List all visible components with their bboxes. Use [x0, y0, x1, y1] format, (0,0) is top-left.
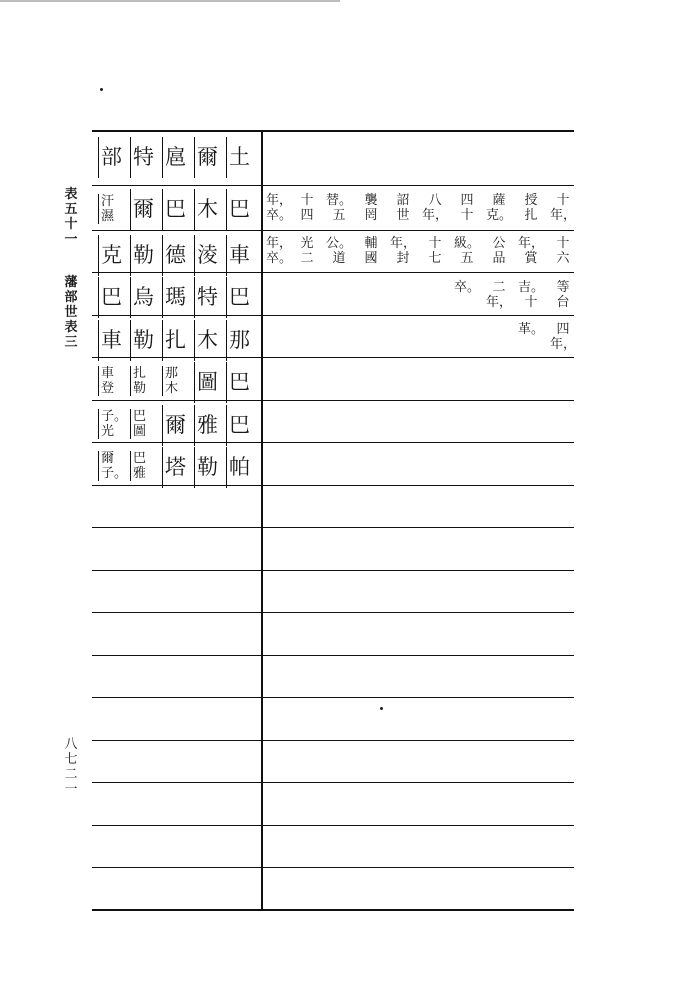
glyph: 年， [549, 208, 576, 223]
glyph: 子。 [101, 466, 128, 481]
note-column [451, 193, 483, 223]
name-cell [92, 235, 260, 276]
speck-mark [380, 707, 383, 710]
name-char: 雅 [194, 405, 218, 446]
note-column [387, 193, 419, 223]
note-column [291, 236, 323, 266]
name-cell [92, 137, 260, 178]
glyph: 年， [485, 295, 512, 310]
glyph: 襲 [364, 193, 378, 208]
speck-mark [100, 88, 103, 91]
name-char: 德 [162, 235, 186, 276]
sidebar-title [64, 187, 78, 378]
scan-edge-line [0, 0, 340, 2]
row-rule [92, 230, 574, 231]
name-char: 克 [98, 235, 122, 276]
glyph: 四 [300, 208, 314, 223]
glyph: 卒。 [265, 251, 292, 266]
glyph: 那 [165, 366, 179, 381]
glyph: 巴 [133, 409, 147, 424]
note-column [483, 236, 515, 266]
name-char: 巴 [226, 189, 250, 230]
note-column [355, 193, 387, 223]
name-char: 巴 [226, 277, 250, 318]
glyph: 車 [101, 366, 115, 381]
glyph: 世 [396, 208, 410, 223]
glyph: 濕 [101, 209, 115, 224]
row-rule [92, 867, 574, 868]
glyph: 登 [101, 381, 115, 396]
glyph: 卒。 [265, 208, 292, 223]
table-number: 表 五 十 一 [64, 187, 78, 247]
name-char: 瑪 [162, 277, 186, 318]
name-char: 部 [98, 137, 122, 178]
glyph: 十 [556, 193, 570, 208]
glyph: 公。 [325, 236, 352, 251]
glyph: 品 [492, 251, 506, 266]
row-rule [92, 527, 574, 528]
glyph: 吉。 [517, 280, 544, 295]
glyph: 卒。 [453, 280, 480, 295]
glyph: 扎 [524, 208, 538, 223]
name-char: 塔 [162, 447, 186, 488]
row-rule [92, 825, 574, 826]
glyph: 封 [396, 251, 410, 266]
name-cell [92, 277, 260, 318]
note-column [547, 280, 579, 310]
name-char: 爾 [130, 189, 154, 230]
glyph: 罔 [364, 208, 378, 223]
name-cell [92, 189, 260, 230]
name-char: 圖 [194, 362, 218, 403]
note-column [419, 193, 451, 223]
name-cell [92, 362, 260, 403]
glyph: 年， [549, 337, 576, 352]
note-column [263, 236, 295, 266]
row-rule [92, 697, 574, 698]
glyph: 年， [389, 236, 416, 251]
name-char: 巴 [226, 362, 250, 403]
note-column [323, 236, 355, 266]
glyph: 授 [524, 193, 538, 208]
glyph: 七 [428, 251, 442, 266]
name-note [98, 194, 129, 224]
glyph: 十 [524, 295, 538, 310]
name-char: 巴 [226, 405, 250, 446]
row-rule [92, 612, 574, 613]
page-number: 八 七 二 一 [64, 737, 78, 797]
glyph: 台 [556, 295, 570, 310]
note-column [547, 322, 579, 352]
glyph: 賞 [524, 251, 538, 266]
glyph: 年， [421, 208, 448, 223]
glyph: 克。 [485, 208, 512, 223]
glyph: 年， [517, 236, 544, 251]
name-char: 勒 [194, 447, 218, 488]
name-note [130, 409, 161, 439]
glyph: 八 [428, 193, 442, 208]
name-cell [92, 320, 260, 361]
row-rule [92, 782, 574, 783]
note-column [483, 193, 515, 223]
glyph: 國 [364, 251, 378, 266]
name-note [130, 366, 161, 396]
name-char: 木 [194, 320, 218, 361]
glyph: 扎 [133, 366, 147, 381]
glyph: 勒 [133, 381, 147, 396]
glyph: 替。 [325, 193, 352, 208]
note-column [323, 193, 355, 223]
note-column [515, 322, 547, 337]
note-column [547, 236, 579, 266]
note-column [451, 280, 483, 295]
row-rule [92, 655, 574, 656]
note-column [515, 280, 547, 310]
glyph: 十 [460, 208, 474, 223]
name-char: 車 [98, 320, 122, 361]
glyph: 汗 [101, 194, 115, 209]
name-cell [92, 447, 260, 488]
glyph: 二 [492, 280, 506, 295]
glyph: 薩 [492, 193, 506, 208]
name-char: 勒 [130, 320, 154, 361]
glyph: 年， [265, 193, 292, 208]
glyph: 道 [332, 251, 346, 266]
name-char: 扈 [162, 137, 186, 178]
glyph: 五 [460, 251, 474, 266]
name-char: 勒 [130, 235, 154, 276]
name-char: 木 [194, 189, 218, 230]
note-column [291, 193, 323, 223]
name-char: 淩 [194, 235, 218, 276]
table-bottom-rule [92, 909, 574, 911]
name-cell [92, 405, 260, 446]
name-note [98, 451, 129, 481]
note-column [263, 193, 295, 223]
note-column [355, 236, 387, 266]
glyph: 四 [460, 193, 474, 208]
table-top-rule [92, 130, 574, 132]
name-char: 帕 [226, 447, 250, 488]
name-char: 扎 [162, 320, 186, 361]
glyph: 革。 [517, 322, 544, 337]
glyph: 雅 [133, 466, 147, 481]
glyph: 輔 [364, 236, 378, 251]
glyph: 級。 [453, 236, 480, 251]
glyph: 公 [492, 236, 506, 251]
glyph: 光 [101, 424, 115, 439]
glyph: 詔 [396, 193, 410, 208]
note-column [515, 236, 547, 266]
note-column [515, 193, 547, 223]
note-column [547, 193, 579, 223]
name-note [162, 366, 193, 396]
glyph: 等 [556, 280, 570, 295]
note-column [451, 236, 483, 266]
glyph: 五 [332, 208, 346, 223]
glyph: 巴 [133, 451, 147, 466]
name-char: 烏 [130, 277, 154, 318]
name-char: 爾 [162, 405, 186, 446]
note-column [483, 280, 515, 310]
glyph: 子。 [101, 409, 128, 424]
name-char: 車 [226, 235, 250, 276]
glyph: 十 [428, 236, 442, 251]
name-char: 土 [226, 137, 250, 178]
glyph: 爾 [101, 451, 115, 466]
glyph: 四 [556, 322, 570, 337]
name-char: 特 [130, 137, 154, 178]
glyph: 十 [556, 236, 570, 251]
name-char: 巴 [98, 277, 122, 318]
row-rule [92, 185, 574, 186]
glyph: 二 [300, 251, 314, 266]
row-rule [92, 570, 574, 571]
glyph: 年， [265, 236, 292, 251]
glyph: 木 [165, 381, 179, 396]
glyph: 圖 [133, 424, 147, 439]
note-column [419, 236, 451, 266]
name-char: 特 [194, 277, 218, 318]
name-char: 爾 [194, 137, 218, 178]
note-column [387, 236, 419, 266]
glyph: 光 [300, 236, 314, 251]
name-note [98, 409, 129, 439]
name-char: 巴 [162, 189, 186, 230]
name-char: 那 [226, 320, 250, 361]
row-rule [92, 740, 574, 741]
name-note [98, 366, 129, 396]
glyph: 六 [556, 251, 570, 266]
glyph: 十 [300, 193, 314, 208]
section-title: 藩 部 世 表 三 [64, 275, 78, 350]
name-note [130, 451, 161, 481]
